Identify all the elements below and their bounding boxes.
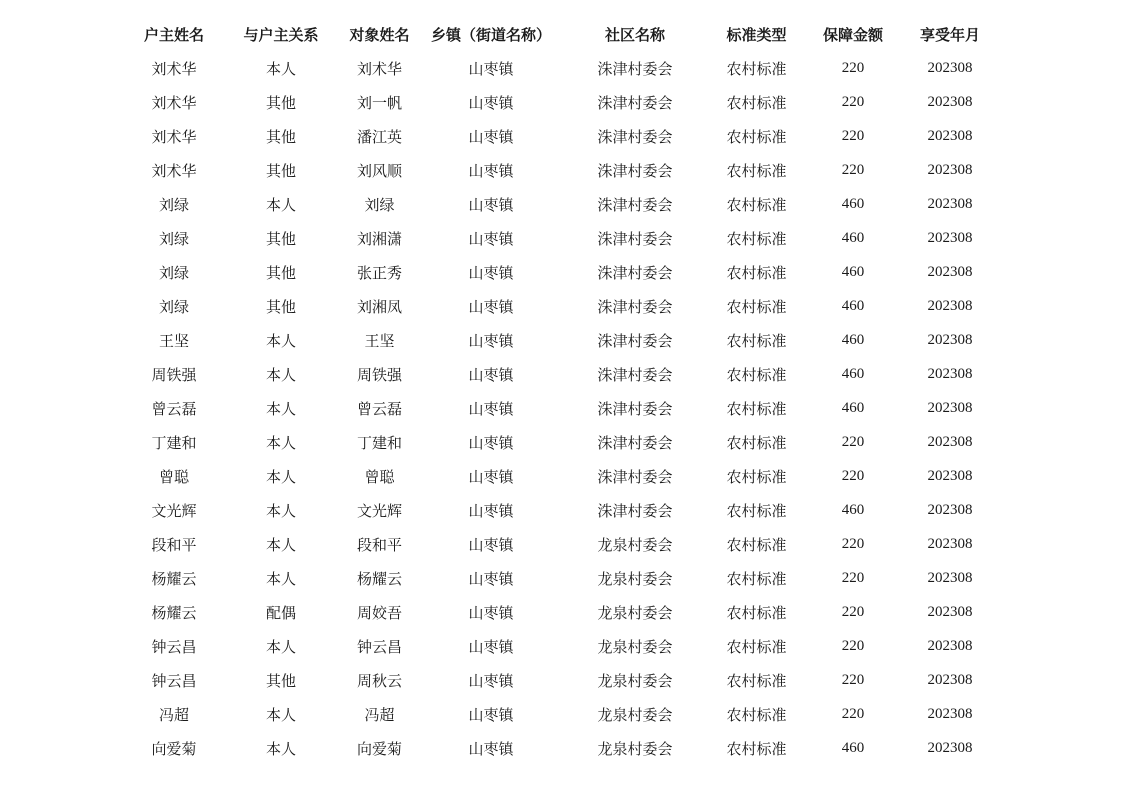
table-row	[122, 425, 996, 459]
cell-township: 山枣镇	[468, 263, 514, 282]
cell-standard-type: 农村标准	[726, 671, 787, 690]
header-householder-name: 户主姓名	[143, 25, 204, 44]
cell-standard-type: 农村标准	[726, 229, 787, 248]
cell-beneficiary-name: 刘术华	[356, 59, 402, 78]
cell-township: 山枣镇	[468, 195, 514, 214]
table-row	[122, 187, 996, 221]
cell-community: 龙泉村委会	[597, 671, 673, 690]
cell-householder-name: 刘术华	[151, 161, 197, 180]
cell-beneficiary-name: 丁建和	[356, 433, 402, 452]
cell-township: 山枣镇	[468, 671, 514, 690]
table-row	[122, 527, 996, 561]
cell-standard-type: 农村标准	[726, 501, 787, 520]
table-row	[122, 629, 996, 663]
cell-community: 龙泉村委会	[597, 739, 673, 758]
cell-period: 202308	[927, 535, 973, 552]
cell-community: 洙津村委会	[597, 263, 673, 282]
cell-period: 202308	[927, 161, 973, 178]
table-row	[122, 459, 996, 493]
cell-beneficiary-name: 张正秀	[356, 263, 402, 282]
header-standard-type: 标准类型	[726, 25, 787, 44]
cell-period: 202308	[927, 501, 973, 518]
cell-amount: 220	[841, 603, 865, 620]
cell-standard-type: 农村标准	[726, 331, 787, 350]
cell-township: 山枣镇	[468, 161, 514, 180]
cell-beneficiary-name: 王坚	[364, 331, 395, 350]
table-row	[122, 221, 996, 255]
cell-period: 202308	[927, 195, 973, 212]
cell-beneficiary-name: 刘一帆	[356, 93, 402, 112]
cell-beneficiary-name: 曾聪	[364, 467, 395, 486]
cell-community: 洙津村委会	[597, 365, 673, 384]
cell-amount: 460	[841, 263, 865, 280]
cell-relationship: 本人	[265, 535, 296, 554]
cell-beneficiary-name: 冯超	[364, 705, 395, 724]
cell-township: 山枣镇	[468, 127, 514, 146]
cell-township: 山枣镇	[468, 59, 514, 78]
cell-community: 洙津村委会	[597, 229, 673, 248]
cell-relationship: 本人	[265, 365, 296, 384]
cell-amount: 460	[841, 501, 865, 518]
cell-amount: 220	[841, 467, 865, 484]
cell-relationship: 本人	[265, 331, 296, 350]
cell-standard-type: 农村标准	[726, 569, 787, 588]
cell-standard-type: 农村标准	[726, 263, 787, 282]
cell-relationship: 其他	[265, 161, 296, 180]
table-row	[122, 493, 996, 527]
cell-householder-name: 刘术华	[151, 93, 197, 112]
cell-relationship: 本人	[265, 467, 296, 486]
cell-period: 202308	[927, 365, 973, 382]
cell-amount: 220	[841, 671, 865, 688]
cell-period: 202308	[927, 93, 973, 110]
cell-period: 202308	[927, 705, 973, 722]
cell-standard-type: 农村标准	[726, 93, 787, 112]
cell-householder-name: 刘绿	[158, 229, 189, 248]
cell-community: 龙泉村委会	[597, 569, 673, 588]
table-row	[122, 595, 996, 629]
cell-relationship: 本人	[265, 59, 296, 78]
table-row	[122, 731, 996, 765]
cell-relationship: 本人	[265, 399, 296, 418]
cell-householder-name: 刘术华	[151, 127, 197, 146]
cell-period: 202308	[927, 229, 973, 246]
cell-standard-type: 农村标准	[726, 161, 787, 180]
cell-community: 洙津村委会	[597, 195, 673, 214]
cell-township: 山枣镇	[468, 297, 514, 316]
cell-householder-name: 刘绿	[158, 195, 189, 214]
cell-relationship: 其他	[265, 297, 296, 316]
cell-relationship: 其他	[265, 127, 296, 146]
cell-amount: 460	[841, 331, 865, 348]
cell-householder-name: 刘术华	[151, 59, 197, 78]
header-period: 享受年月	[919, 25, 980, 44]
cell-amount: 220	[841, 705, 865, 722]
cell-householder-name: 周铁强	[151, 365, 197, 384]
cell-amount: 220	[841, 127, 865, 144]
cell-relationship: 其他	[265, 229, 296, 248]
cell-period: 202308	[927, 739, 973, 756]
header-beneficiary-name: 对象姓名	[349, 25, 410, 44]
cell-community: 洙津村委会	[597, 297, 673, 316]
cell-standard-type: 农村标准	[726, 127, 787, 146]
cell-relationship: 本人	[265, 501, 296, 520]
header-township: 乡镇（街道名称）	[430, 25, 551, 44]
cell-householder-name: 钟云昌	[151, 671, 197, 690]
table-row	[122, 391, 996, 425]
cell-community: 龙泉村委会	[597, 705, 673, 724]
cell-relationship: 本人	[265, 637, 296, 656]
cell-beneficiary-name: 曾云磊	[356, 399, 402, 418]
cell-amount: 460	[841, 195, 865, 212]
cell-beneficiary-name: 杨耀云	[356, 569, 402, 588]
cell-amount: 220	[841, 535, 865, 552]
cell-township: 山枣镇	[468, 535, 514, 554]
cell-standard-type: 农村标准	[726, 603, 787, 622]
cell-period: 202308	[927, 399, 973, 416]
cell-community: 洙津村委会	[597, 127, 673, 146]
cell-period: 202308	[927, 671, 973, 688]
cell-householder-name: 曾聪	[158, 467, 189, 486]
cell-amount: 460	[841, 365, 865, 382]
cell-township: 山枣镇	[468, 365, 514, 384]
cell-beneficiary-name: 周姣吾	[356, 603, 402, 622]
table-row	[122, 153, 996, 187]
cell-beneficiary-name: 文光辉	[356, 501, 402, 520]
cell-relationship: 本人	[265, 433, 296, 452]
cell-township: 山枣镇	[468, 331, 514, 350]
cell-community: 龙泉村委会	[597, 637, 673, 656]
cell-beneficiary-name: 周秋云	[356, 671, 402, 690]
cell-householder-name: 王坚	[158, 331, 189, 350]
cell-township: 山枣镇	[468, 93, 514, 112]
cell-relationship: 其他	[265, 93, 296, 112]
cell-community: 洙津村委会	[597, 399, 673, 418]
cell-standard-type: 农村标准	[726, 433, 787, 452]
cell-householder-name: 段和平	[151, 535, 197, 554]
table-row	[122, 255, 996, 289]
cell-period: 202308	[927, 263, 973, 280]
cell-householder-name: 曾云磊	[151, 399, 197, 418]
cell-township: 山枣镇	[468, 739, 514, 758]
cell-township: 山枣镇	[468, 433, 514, 452]
cell-township: 山枣镇	[468, 705, 514, 724]
cell-beneficiary-name: 刘风顺	[356, 161, 402, 180]
cell-householder-name: 冯超	[158, 705, 189, 724]
cell-relationship: 配偶	[265, 603, 296, 622]
cell-community: 龙泉村委会	[597, 603, 673, 622]
cell-township: 山枣镇	[468, 467, 514, 486]
cell-amount: 220	[841, 637, 865, 654]
cell-period: 202308	[927, 127, 973, 144]
cell-amount: 220	[841, 59, 865, 76]
cell-standard-type: 农村标准	[726, 399, 787, 418]
table-header-row	[122, 17, 996, 51]
assistance-roster-table	[122, 17, 996, 765]
cell-householder-name: 刘绿	[158, 263, 189, 282]
cell-period: 202308	[927, 467, 973, 484]
table-row	[122, 85, 996, 119]
cell-beneficiary-name: 钟云昌	[356, 637, 402, 656]
cell-township: 山枣镇	[468, 637, 514, 656]
cell-standard-type: 农村标准	[726, 59, 787, 78]
cell-community: 洙津村委会	[597, 433, 673, 452]
cell-relationship: 本人	[265, 569, 296, 588]
cell-householder-name: 刘绿	[158, 297, 189, 316]
cell-standard-type: 农村标准	[726, 365, 787, 384]
cell-beneficiary-name: 刘湘潇	[356, 229, 402, 248]
cell-amount: 460	[841, 297, 865, 314]
cell-period: 202308	[927, 433, 973, 450]
cell-relationship: 其他	[265, 263, 296, 282]
cell-community: 洙津村委会	[597, 501, 673, 520]
cell-standard-type: 农村标准	[726, 195, 787, 214]
cell-township: 山枣镇	[468, 603, 514, 622]
cell-period: 202308	[927, 569, 973, 586]
cell-township: 山枣镇	[468, 569, 514, 588]
cell-amount: 220	[841, 161, 865, 178]
cell-householder-name: 钟云昌	[151, 637, 197, 656]
cell-beneficiary-name: 段和平	[356, 535, 402, 554]
cell-amount: 220	[841, 93, 865, 110]
cell-relationship: 本人	[265, 195, 296, 214]
table-body	[122, 51, 996, 765]
header-community: 社区名称	[604, 25, 665, 44]
cell-period: 202308	[927, 59, 973, 76]
header-relationship: 与户主关系	[243, 25, 319, 44]
cell-householder-name: 杨耀云	[151, 603, 197, 622]
cell-period: 202308	[927, 603, 973, 620]
cell-community: 洙津村委会	[597, 59, 673, 78]
cell-standard-type: 农村标准	[726, 739, 787, 758]
cell-period: 202308	[927, 297, 973, 314]
cell-township: 山枣镇	[468, 399, 514, 418]
table-row	[122, 323, 996, 357]
cell-relationship: 其他	[265, 671, 296, 690]
cell-standard-type: 农村标准	[726, 535, 787, 554]
table-row	[122, 697, 996, 731]
table-row	[122, 561, 996, 595]
header-amount: 保障金额	[822, 25, 883, 44]
cell-householder-name: 丁建和	[151, 433, 197, 452]
cell-township: 山枣镇	[468, 501, 514, 520]
cell-householder-name: 文光辉	[151, 501, 197, 520]
cell-beneficiary-name: 周铁强	[356, 365, 402, 384]
cell-beneficiary-name: 刘绿	[364, 195, 395, 214]
cell-standard-type: 农村标准	[726, 637, 787, 656]
cell-amount: 460	[841, 399, 865, 416]
table-row	[122, 357, 996, 391]
cell-standard-type: 农村标准	[726, 705, 787, 724]
cell-community: 龙泉村委会	[597, 535, 673, 554]
cell-beneficiary-name: 刘湘凤	[356, 297, 402, 316]
cell-beneficiary-name: 向爱菊	[356, 739, 402, 758]
cell-period: 202308	[927, 331, 973, 348]
cell-relationship: 本人	[265, 739, 296, 758]
cell-householder-name: 杨耀云	[151, 569, 197, 588]
cell-community: 洙津村委会	[597, 467, 673, 486]
table-row	[122, 119, 996, 153]
cell-period: 202308	[927, 637, 973, 654]
cell-community: 洙津村委会	[597, 331, 673, 350]
table-row	[122, 663, 996, 697]
cell-standard-type: 农村标准	[726, 467, 787, 486]
cell-householder-name: 向爱菊	[151, 739, 197, 758]
cell-community: 洙津村委会	[597, 161, 673, 180]
table-row	[122, 289, 996, 323]
cell-standard-type: 农村标准	[726, 297, 787, 316]
cell-amount: 220	[841, 569, 865, 586]
cell-township: 山枣镇	[468, 229, 514, 248]
cell-amount: 460	[841, 739, 865, 756]
cell-beneficiary-name: 潘江英	[356, 127, 402, 146]
cell-relationship: 本人	[265, 705, 296, 724]
table-row	[122, 51, 996, 85]
cell-amount: 220	[841, 433, 865, 450]
cell-amount: 460	[841, 229, 865, 246]
cell-community: 洙津村委会	[597, 93, 673, 112]
